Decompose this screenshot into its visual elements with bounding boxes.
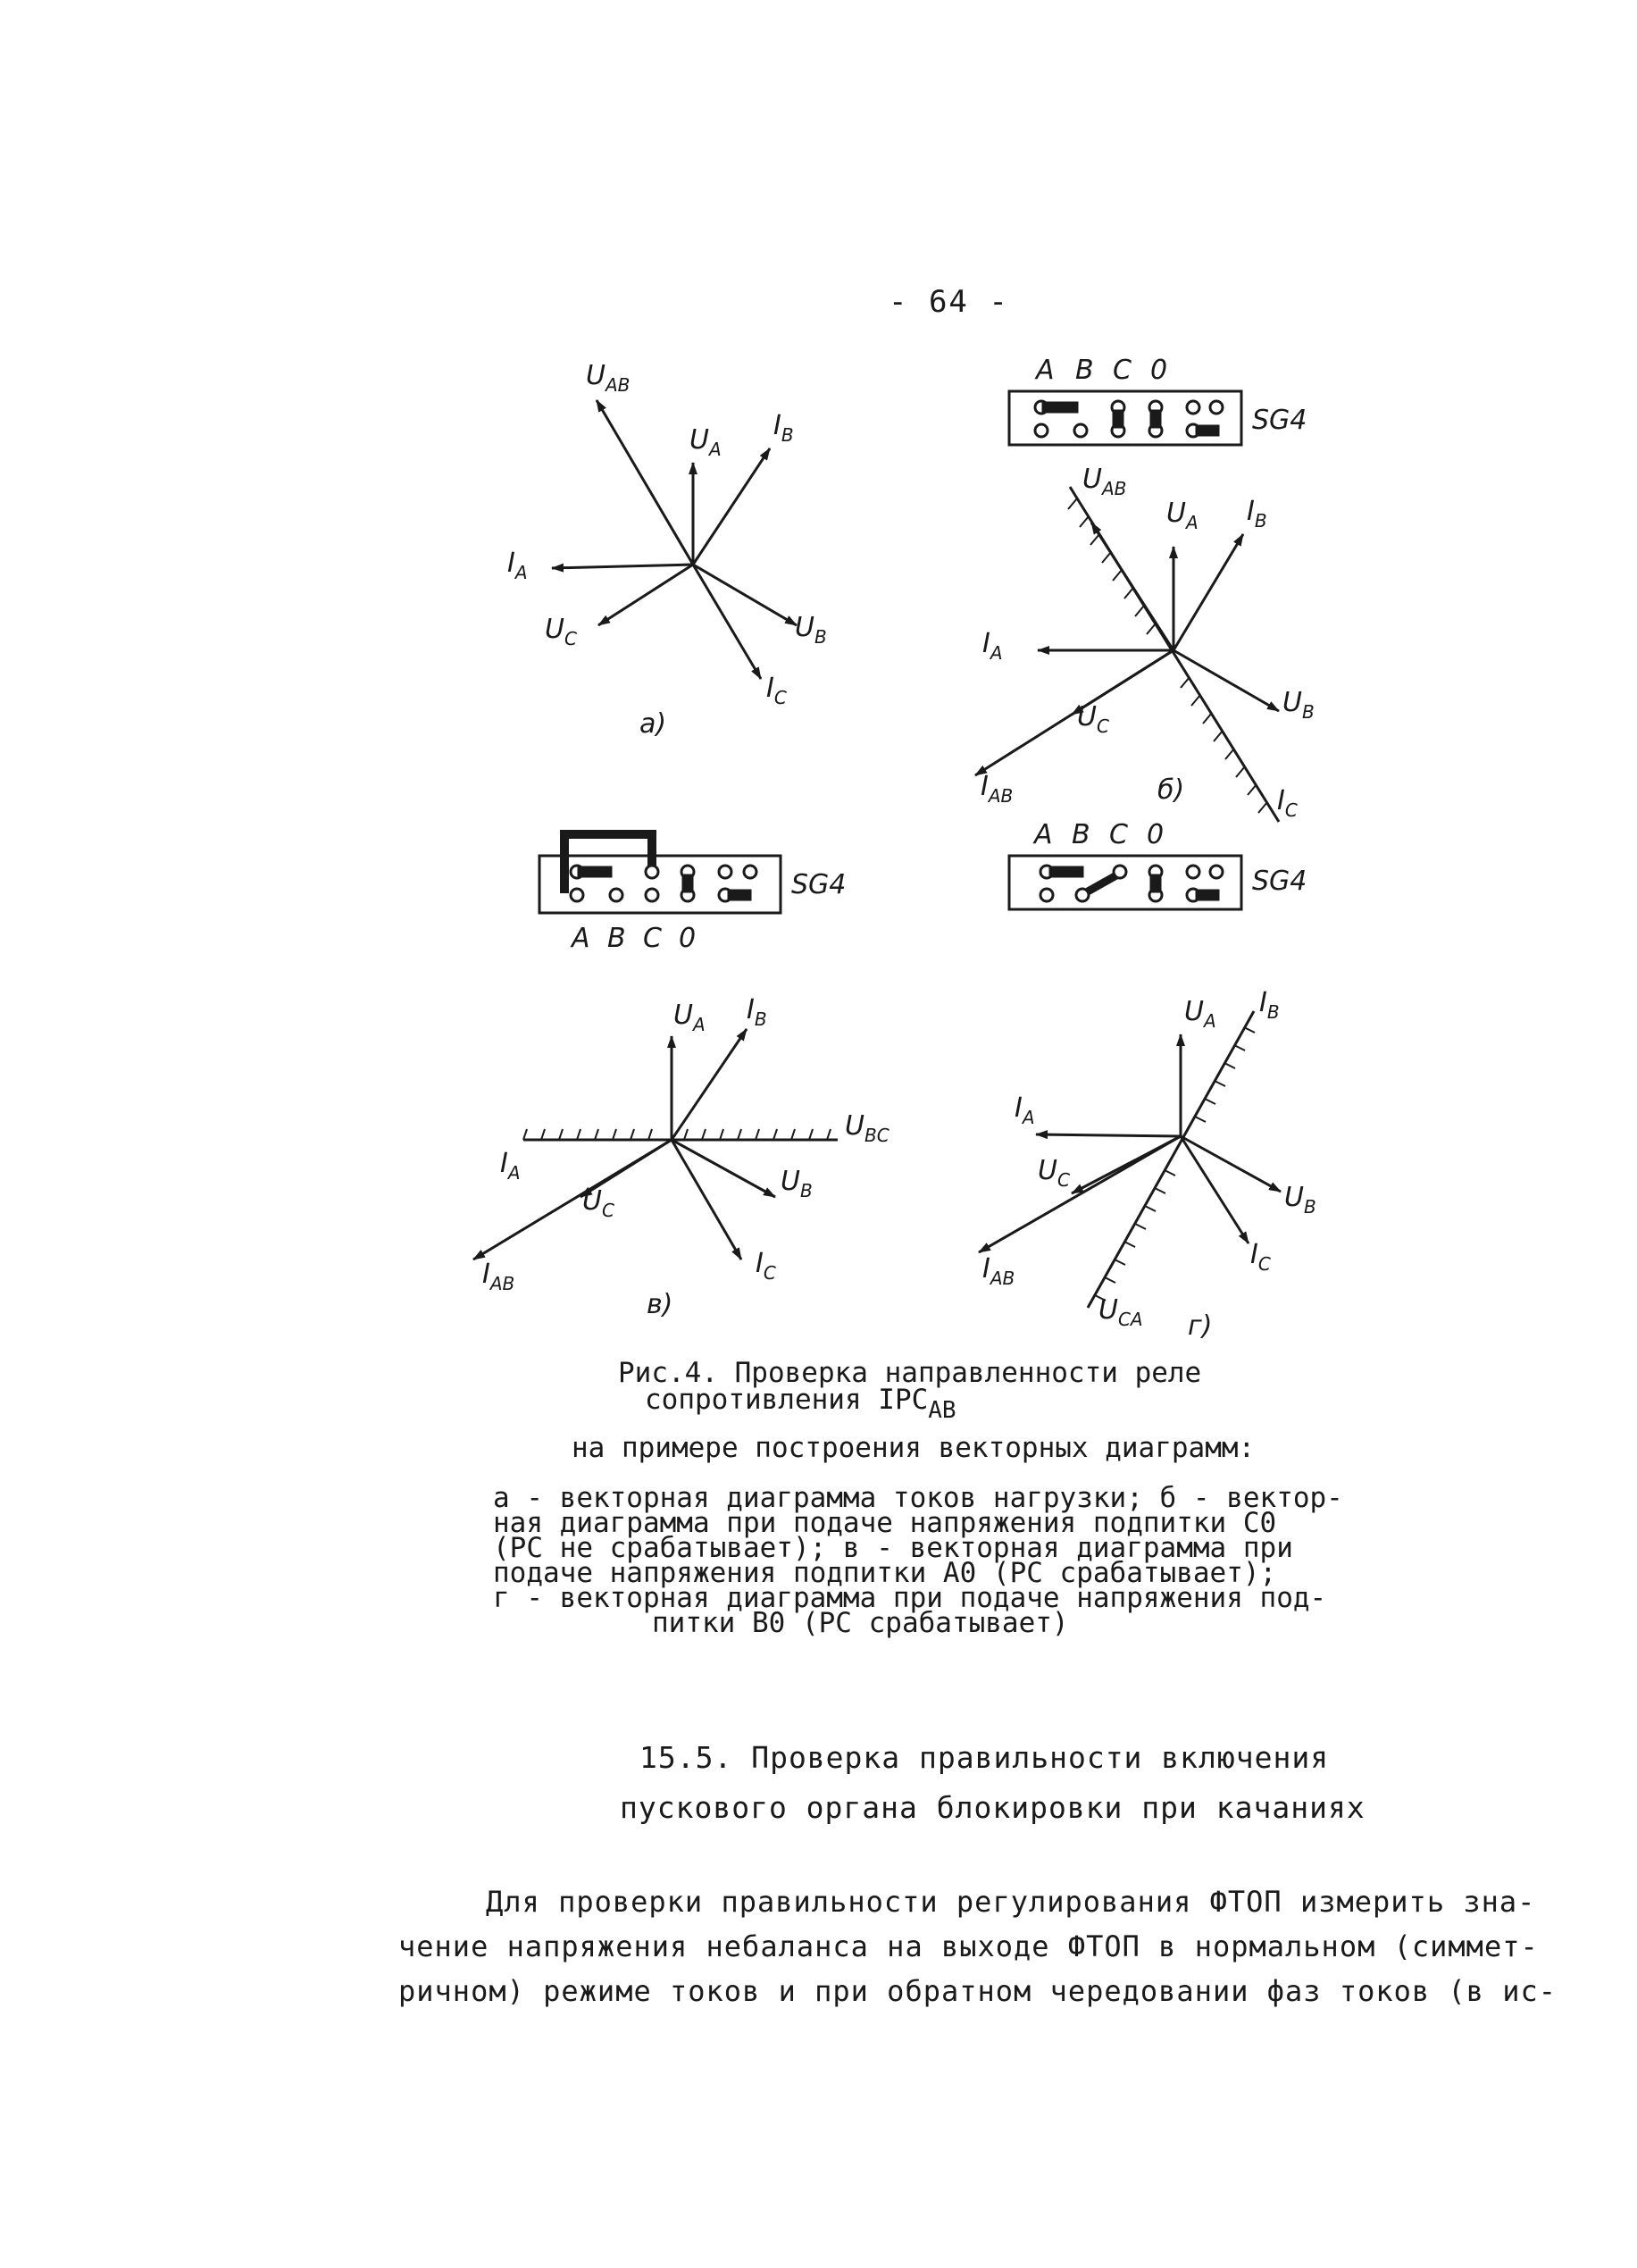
caption-line-6: (РС не срабатывает); в - векторная диаграмма при bbox=[493, 1532, 1293, 1564]
panel-label-a: а) bbox=[639, 708, 667, 740]
section-title-line-1: 15.5. Проверка правильности включения bbox=[639, 1740, 1330, 1775]
switch-name: SG4 bbox=[791, 869, 847, 900]
label-u-c: $U_C$ bbox=[1077, 701, 1109, 737]
caption-line-9: питки В0 (РС срабатывает) bbox=[652, 1607, 1069, 1639]
label-i-c: $I_C$ bbox=[756, 1248, 776, 1284]
label-i-b: $I_B$ bbox=[773, 410, 794, 446]
vector-i-b bbox=[672, 1029, 747, 1140]
panel-label-v: в) bbox=[647, 1289, 673, 1320]
diagram-a bbox=[552, 400, 797, 679]
label-u-b: $U_B$ bbox=[1284, 1182, 1316, 1218]
panel-label-b: б) bbox=[1157, 774, 1185, 806]
switch-block-sg4-g bbox=[1009, 856, 1241, 909]
switch-col-a: A bbox=[572, 923, 590, 954]
label-i-c: $I_C$ bbox=[1277, 785, 1298, 821]
switch-col-b: B bbox=[607, 923, 626, 954]
label-u-ca: $U_{CA}$ bbox=[1098, 1294, 1143, 1330]
page-number: - 64 - bbox=[889, 284, 1009, 320]
switch-col-a: A bbox=[1034, 819, 1053, 850]
switch-name: SG4 bbox=[1252, 405, 1307, 436]
label-i-c: $I_C$ bbox=[766, 673, 787, 708]
label-i-b: $I_B$ bbox=[1247, 496, 1267, 531]
body-line-1: Для проверки правильности регулирования ФТОП измерить зна- bbox=[486, 1885, 1536, 1919]
switch-col-b: B bbox=[1075, 355, 1094, 386]
body-line-2: чение напряжения небаланса на выходе ФТОП в нормальном (симмет- bbox=[398, 1929, 1539, 1963]
vector-i-a bbox=[1036, 1134, 1181, 1136]
switch-col-0: 0 bbox=[1150, 355, 1168, 386]
vector-u-b bbox=[1181, 1136, 1281, 1192]
label-i-a: $I_A$ bbox=[500, 1148, 521, 1184]
vector-i-b bbox=[693, 448, 770, 565]
label-u-b: $U_B$ bbox=[795, 612, 827, 648]
switch-col-b: B bbox=[1072, 819, 1090, 850]
diagram-b bbox=[975, 487, 1279, 822]
caption-line-3: на примере построения векторных диаграмм: bbox=[572, 1432, 1256, 1464]
diagram-v bbox=[473, 1029, 838, 1260]
switch-block-sg4-v bbox=[539, 834, 781, 913]
hatched-boundary bbox=[1070, 487, 1279, 822]
caption-line-2: сопротивления $IРС_{AB}$ bbox=[645, 1384, 956, 1424]
switch-name: SG4 bbox=[1252, 866, 1307, 897]
label-u-a: $U_A$ bbox=[1166, 498, 1199, 533]
label-i-ab: $I_{AB}$ bbox=[982, 1253, 1015, 1289]
label-u-a: $U_A$ bbox=[673, 1000, 706, 1035]
label-u-bc: $U_{BC}$ bbox=[845, 1110, 889, 1146]
panel-label-g: г) bbox=[1188, 1310, 1213, 1342]
label-i-c: $I_C$ bbox=[1250, 1239, 1271, 1275]
caption-line-8: г - векторная диаграмма при подаче напряжения под- bbox=[493, 1582, 1327, 1614]
vector-i-c bbox=[1181, 1136, 1249, 1243]
label-i-b: $I_B$ bbox=[1259, 987, 1280, 1023]
label-i-a: $I_A$ bbox=[982, 628, 1003, 664]
switch-col-0: 0 bbox=[679, 923, 697, 954]
label-i-ab: $I_{AB}$ bbox=[482, 1259, 515, 1294]
switch-col-a: A bbox=[1036, 355, 1055, 386]
vector-i-ab bbox=[975, 650, 1173, 775]
diagram-g bbox=[979, 1011, 1281, 1308]
label-u-b: $U_B$ bbox=[1282, 687, 1315, 723]
label-u-ab: $U_{AB}$ bbox=[586, 360, 631, 396]
label-u-c: $U_C$ bbox=[1038, 1155, 1070, 1191]
switch-col-c: C bbox=[1109, 819, 1128, 850]
label-i-b: $I_B$ bbox=[747, 994, 767, 1030]
vector-u-ab bbox=[597, 400, 693, 565]
switch-block-sg4-b bbox=[1009, 391, 1241, 445]
vector-i-a bbox=[552, 565, 693, 568]
caption-line-1: Рис.4. Проверка направленности реле bbox=[618, 1357, 1202, 1389]
vector-i-c bbox=[693, 565, 761, 679]
body-line-3: ричном) режиме токов и при обратном чередовании фаз токов (в ис- bbox=[398, 1974, 1557, 2008]
vector-i-b bbox=[1173, 534, 1243, 650]
hatched-boundary-u-ca bbox=[1088, 1011, 1254, 1308]
label-u-ab: $U_{AB}$ bbox=[1082, 464, 1127, 499]
vector-u-b bbox=[693, 565, 797, 625]
vector-u-c bbox=[598, 565, 693, 625]
label-u-b: $U_B$ bbox=[781, 1166, 813, 1201]
label-u-a: $U_A$ bbox=[689, 424, 722, 460]
switch-col-c: C bbox=[643, 923, 662, 954]
label-u-c: $U_C$ bbox=[582, 1185, 614, 1221]
switch-col-0: 0 bbox=[1147, 819, 1165, 850]
label-u-c: $U_C$ bbox=[545, 614, 577, 649]
label-i-a: $I_A$ bbox=[1015, 1092, 1035, 1128]
section-title-line-2: пускового органа блокировки при качаниях bbox=[620, 1790, 1366, 1825]
label-i-ab: $I_{AB}$ bbox=[981, 771, 1014, 807]
label-u-a: $U_A$ bbox=[1184, 996, 1216, 1032]
caption-line-4: а - векторная диаграмма токов нагрузки; б - вектор- bbox=[493, 1482, 1343, 1514]
caption-line-7: подаче напряжения подпитки А0 (РС срабатывает); bbox=[493, 1557, 1277, 1589]
label-i-a: $I_A$ bbox=[507, 548, 528, 583]
caption-line-5: ная диаграмма при подаче напряжения подпитки С0 bbox=[493, 1507, 1277, 1539]
switch-col-c: C bbox=[1113, 355, 1132, 386]
